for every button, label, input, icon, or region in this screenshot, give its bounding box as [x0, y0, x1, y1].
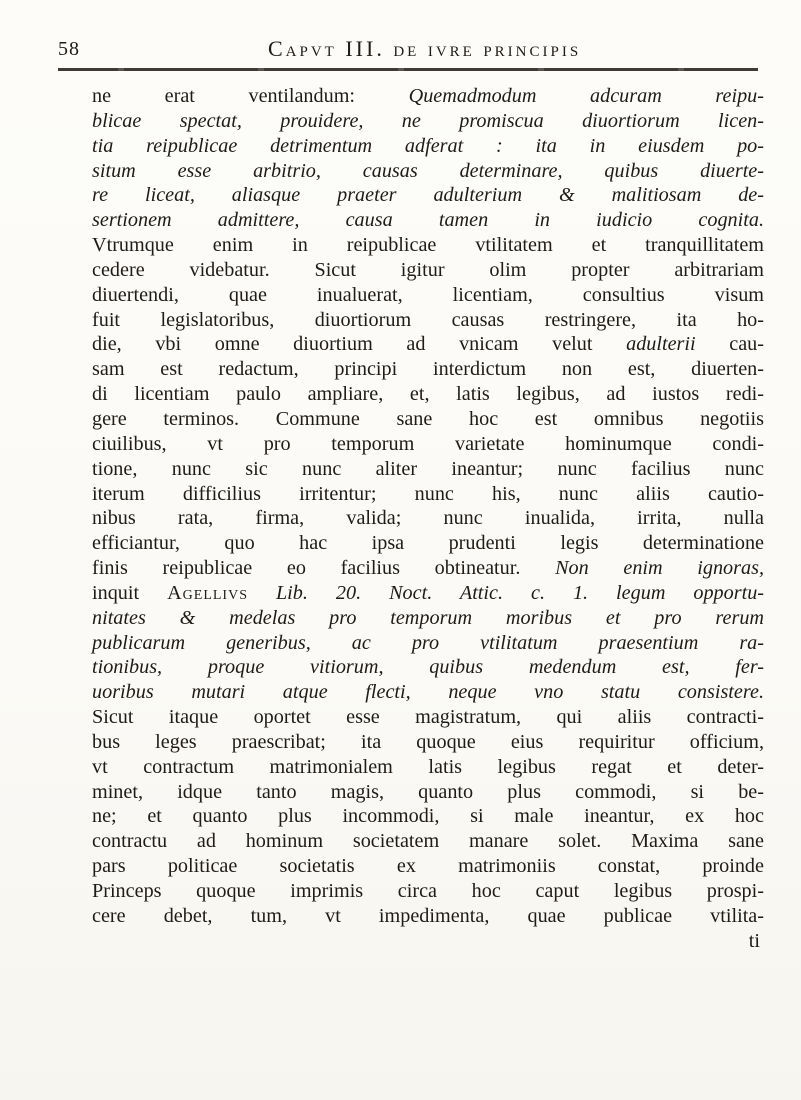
text-line [92, 332, 764, 357]
text-line [92, 804, 764, 829]
text-span: finis reipublicae eo facilius obtineatur. [92, 557, 556, 580]
text-line [92, 109, 764, 134]
text-line [92, 606, 764, 631]
italic-text: Quemadmodum adcuram reipu- [408, 85, 764, 107]
text-span: di licentiam paulo ampliare, et, latis legibus, ad iustos redi- [92, 383, 764, 406]
text-span: cedere videbatur. Sicut igitur olim propter arbitrariam [92, 258, 764, 281]
italic-text: uoribus mutari atque flecti, neque vno statu consistere. [92, 681, 764, 704]
text-span: cere debet, tum, vt impedimenta, quae publicae vtilita- [92, 904, 764, 927]
text-line [92, 631, 764, 656]
italic-text: tia reipublicae detrimentum adferat : ita in eiusdem po- [92, 134, 764, 157]
text-line [92, 655, 764, 680]
text-line [92, 208, 764, 233]
text-span: gere terminos. Commune sane hoc est omnibus negotiis [92, 407, 764, 430]
text-line [92, 879, 764, 904]
text-span: iterum difficilius irritentur; nunc his, nunc aliis cautio- [92, 482, 764, 505]
italic-text: blicae spectat, prouidere, ne promiscua diuortiorum licen- [92, 109, 764, 132]
text-line [92, 457, 764, 482]
text-span: ne; et quanto plus incommodi, si male ineantur, ex hoc [92, 805, 764, 828]
text-span: Vtrumque enim in reipublicae vtilitatem et tranquillitatem [92, 234, 764, 257]
text-line [92, 482, 764, 507]
header-rule [58, 68, 758, 71]
page-header [58, 34, 758, 66]
text-span: die, vbi omne diuortium ad vnicam velut [92, 333, 627, 356]
text-line [92, 556, 764, 581]
italic-text: re liceat, aliasque praeter adulterium & malitiosam de- [92, 184, 764, 207]
text-line [92, 680, 764, 705]
text-span: tione, nunc sic nunc aliter ineantur; nunc facilius nunc [92, 457, 764, 480]
text-span: nibus rata, firma, valida; nunc inualida, irrita, nulla [92, 507, 764, 530]
text-line [92, 854, 764, 879]
text-line [92, 357, 764, 382]
text-line [92, 159, 764, 184]
italic-text: Lib. 20. Noct. Attic. c. 1. legum opportu- [275, 581, 765, 604]
text-span: sam est redactum, principi interdictum non est, diuerten- [92, 358, 764, 381]
page-number: 58 [58, 38, 80, 60]
text-span: pars politicae societatis ex matrimoniis constat, proinde [92, 855, 764, 878]
text-span: contractu ad hominum societatem manare solet. Maxima sane [92, 830, 764, 853]
text-line [92, 258, 764, 283]
running-head: Capvt III. de ivre principis [268, 36, 582, 61]
text-span [248, 582, 276, 604]
text-span: diuertendi, quae inualuerat, licentiam, consultius visum [92, 283, 764, 306]
text-span: cau- [695, 333, 764, 356]
text-span: ciuilibus, vt pro temporum varietate hominumque condi- [92, 432, 764, 455]
italic-text: sertionem admittere, causa tamen in iudicio cognita. [92, 209, 764, 232]
text-span: Princeps quoque imprimis circa hoc caput legibus prospi- [92, 880, 764, 902]
text-line [92, 432, 764, 457]
text-span: inquit [92, 581, 168, 604]
text-line [92, 183, 764, 208]
text-line [92, 283, 764, 308]
italic-text: nitates & medelas pro temporum moribus et pro rerum [92, 606, 764, 629]
text-span: bus leges praescribat; ita quoque eius requiritur officium, [92, 730, 764, 753]
text-line [92, 84, 764, 109]
text-span: efficiantur, quo hac ipsa prudenti legis determinatione [92, 532, 764, 555]
text-span: Sicut itaque oportet esse magistratum, qui aliis contracti- [92, 706, 764, 729]
text-line [92, 382, 764, 407]
text-line [92, 705, 764, 730]
text-line [92, 755, 764, 780]
text-line [92, 233, 764, 258]
italic-text: tionibus, proque vitiorum, quibus medendum est, fer- [92, 656, 764, 679]
italic-text: situm esse arbitrio, causas determinare, quibus diuerte- [92, 159, 764, 182]
body-text [92, 84, 764, 954]
text-span: vt contractum matrimonialem latis legibus regat et deter- [92, 755, 764, 778]
author-name: Agellivs [167, 581, 248, 604]
italic-text: adulterii [626, 333, 696, 356]
text-line [92, 829, 764, 854]
text-span: fuit legislatoribus, diuortiorum causas restringere, ita ho- [92, 308, 764, 331]
text-line [92, 308, 764, 333]
catchword: ti [748, 929, 760, 952]
text-line [92, 581, 764, 606]
text-line [92, 904, 764, 929]
text-line [92, 407, 764, 432]
text-line [92, 780, 764, 805]
text-line [92, 730, 764, 755]
text-span: minet, idque tanto magis, quanto plus commodi, si be- [92, 780, 764, 803]
text-line [92, 506, 764, 531]
text-span: ne erat ventilandum: [92, 85, 409, 107]
text-line [92, 531, 764, 556]
italic-text: publicarum generibus, ac pro vtilitatum praesentium ra- [92, 631, 764, 654]
text-line [92, 134, 764, 159]
italic-text: Non enim ignoras, [555, 557, 764, 580]
